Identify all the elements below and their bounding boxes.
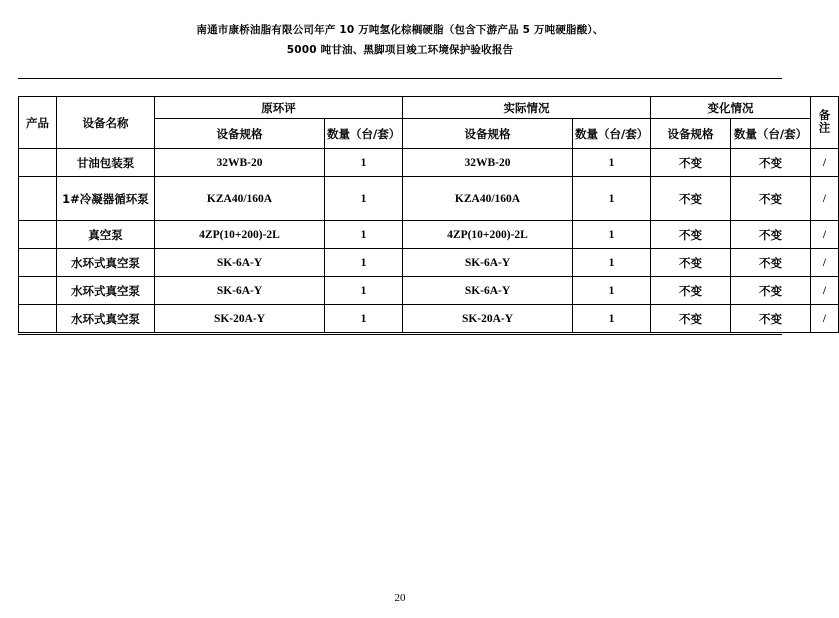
cell-product: [19, 249, 57, 277]
cell-product: [19, 305, 57, 333]
cell-eia-quantity: 1: [325, 277, 403, 305]
cell-eia-quantity: 1: [325, 305, 403, 333]
cell-change-quantity: 不变: [731, 277, 811, 305]
table-row: [19, 221, 839, 249]
table-row: [19, 277, 839, 305]
cell-actual-quantity: 1: [573, 277, 651, 305]
header-eia-quantity: 数量（台/套）: [325, 119, 403, 149]
cell-eia-spec: KZA40/160A: [155, 177, 325, 221]
cell-remark: /: [811, 177, 839, 221]
cell-actual-spec: SK-6A-Y: [403, 249, 573, 277]
cell-eia-spec: SK-6A-Y: [155, 249, 325, 277]
cell-actual-spec: KZA40/160A: [403, 177, 573, 221]
footer-divider: [18, 334, 782, 335]
header-original-eia: 原环评: [155, 97, 403, 119]
cell-eia-spec: SK-20A-Y: [155, 305, 325, 333]
table-row: [19, 305, 839, 333]
cell-product: [19, 221, 57, 249]
table-header: [19, 97, 839, 149]
cell-actual-quantity: 1: [573, 221, 651, 249]
cell-equipment-name: 水环式真空泵: [57, 305, 155, 333]
cell-actual-quantity: 1: [573, 305, 651, 333]
table-row: [19, 177, 839, 221]
table-body: [19, 149, 839, 333]
equipment-table: [18, 96, 839, 333]
cell-change-quantity: 不变: [731, 305, 811, 333]
cell-equipment-name: 1#冷凝器循环泵: [57, 177, 155, 221]
header-remark-label: 备注: [817, 108, 832, 134]
cell-actual-quantity: 1: [573, 149, 651, 177]
header-actual-situation: 实际情况: [403, 97, 651, 119]
table-header-row-1: [19, 97, 839, 119]
page-header: [0, 0, 800, 60]
cell-actual-spec: SK-20A-Y: [403, 305, 573, 333]
cell-equipment-name: 真空泵: [57, 221, 155, 249]
cell-remark: /: [811, 149, 839, 177]
cell-change-quantity: 不变: [731, 221, 811, 249]
cell-change-spec: 不变: [651, 221, 731, 249]
header-line-1: 南通市康桥油脂有限公司年产 10 万吨氢化棕榈硬脂（包含下游产品 5 万吨硬脂酸）、: [196, 24, 604, 36]
header-line-2: 5000 吨甘油、黑脚项目竣工环境保护验收报告: [286, 44, 514, 56]
cell-eia-spec: SK-6A-Y: [155, 277, 325, 305]
cell-equipment-name: 甘油包装泵: [57, 149, 155, 177]
cell-actual-quantity: 1: [573, 249, 651, 277]
cell-remark: /: [811, 249, 839, 277]
header-change-spec: 设备规格: [651, 119, 731, 149]
header-equipment-name: 设备名称: [57, 97, 155, 149]
cell-eia-spec: 32WB-20: [155, 149, 325, 177]
cell-change-quantity: 不变: [731, 149, 811, 177]
cell-product: [19, 277, 57, 305]
cell-equipment-name: 水环式真空泵: [57, 249, 155, 277]
header-change-situation: 变化情况: [651, 97, 811, 119]
header-change-quantity: 数量（台/套）: [731, 119, 811, 149]
header-product: 产品: [19, 97, 57, 149]
cell-change-quantity: 不变: [731, 177, 811, 221]
cell-change-spec: 不变: [651, 177, 731, 221]
cell-actual-spec: 32WB-20: [403, 149, 573, 177]
page-number: 20: [394, 592, 406, 604]
cell-eia-spec: 4ZP(10+200)-2L: [155, 221, 325, 249]
cell-change-spec: 不变: [651, 149, 731, 177]
cell-eia-quantity: 1: [325, 177, 403, 221]
cell-remark: /: [811, 305, 839, 333]
cell-change-spec: 不变: [651, 249, 731, 277]
cell-equipment-name: 水环式真空泵: [57, 277, 155, 305]
header-divider: [18, 78, 782, 79]
cell-actual-spec: SK-6A-Y: [403, 277, 573, 305]
equipment-table-container: [18, 96, 832, 333]
cell-eia-quantity: 1: [325, 249, 403, 277]
table-row: [19, 149, 839, 177]
cell-actual-quantity: 1: [573, 177, 651, 221]
header-eia-spec: 设备规格: [155, 119, 325, 149]
table-row: [19, 249, 839, 277]
header-remark: [811, 97, 839, 149]
cell-actual-spec: 4ZP(10+200)-2L: [403, 221, 573, 249]
cell-product: [19, 177, 57, 221]
header-actual-spec: 设备规格: [403, 119, 573, 149]
cell-remark: /: [811, 277, 839, 305]
cell-change-quantity: 不变: [731, 249, 811, 277]
cell-change-spec: 不变: [651, 277, 731, 305]
cell-eia-quantity: 1: [325, 221, 403, 249]
cell-change-spec: 不变: [651, 305, 731, 333]
cell-product: [19, 149, 57, 177]
cell-remark: /: [811, 221, 839, 249]
header-actual-quantity: 数量（台/套）: [573, 119, 651, 149]
cell-eia-quantity: 1: [325, 149, 403, 177]
